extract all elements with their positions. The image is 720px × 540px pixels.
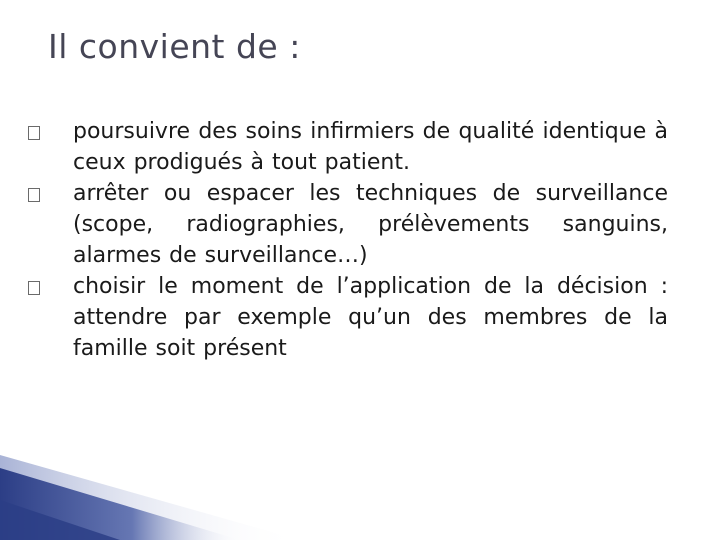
decor-wedge-dark [0,468,240,540]
square-bullet-icon [28,126,40,140]
bullet-text: choisir le moment de l’application de la décision : attendre par exemple qu’un des membres de la famille soit présent [73,274,668,361]
bullet-item [28,116,668,178]
decor-wedge-light [0,455,300,540]
bullet-list [28,116,668,364]
corner-decoration [0,450,300,540]
bullet-item [28,271,668,364]
square-bullet-icon [28,281,40,295]
decor-wedge-base [0,500,120,540]
square-bullet-icon [28,188,40,202]
bullet-text: poursuivre des soins infirmiers de qualité identique à ceux prodigués à tout patient. [73,119,668,175]
slide-title: Il convient de : [48,27,301,66]
bullet-text: arrêter ou espacer les techniques de surveillance (scope, radiographies, prélèvements sanguins, alarmes de surveillance…) [73,181,668,268]
bullet-item [28,178,668,271]
